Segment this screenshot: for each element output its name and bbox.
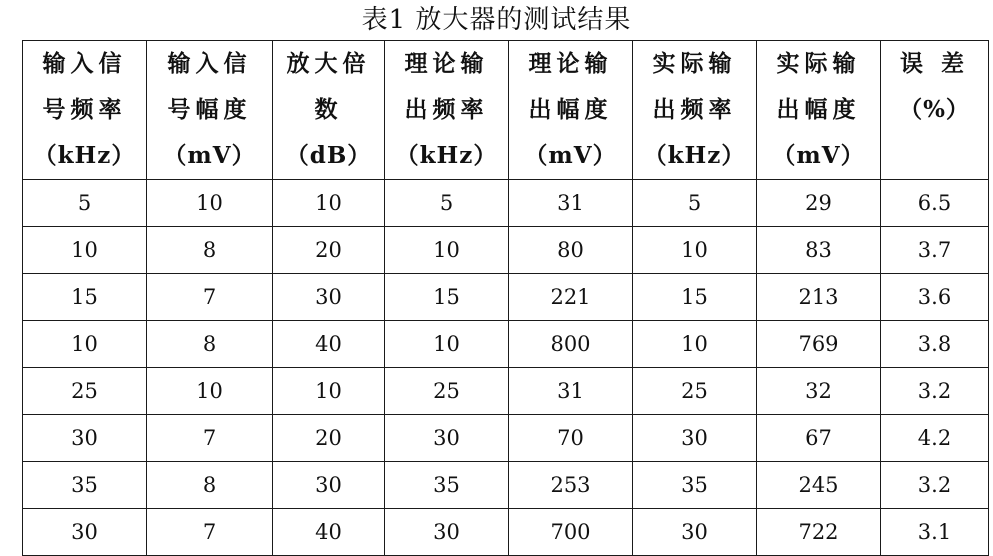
header-line: 出幅度 [528,96,613,123]
cell-error: 3.1 [881,509,989,556]
cell-gain: 10 [273,368,385,415]
header-actual-output-frequency [633,41,757,180]
results-table [22,40,989,556]
cell-theoretical-output-amplitude: 700 [509,509,633,556]
header-line: 数 [314,96,343,123]
cell-error: 3.8 [881,321,989,368]
cell-input-frequency: 30 [23,509,147,556]
table-row [23,368,989,415]
table-row [23,321,989,368]
header-theoretical-output-frequency [385,41,509,180]
header-line: 输入信 [42,50,127,77]
header-input-amplitude [147,41,273,180]
cell-input-amplitude: 8 [147,462,273,509]
header-unit: （kHz） [643,142,746,169]
header-row [23,41,989,180]
cell-gain: 30 [273,462,385,509]
cell-input-frequency: 10 [23,227,147,274]
header-line: 输入信 [167,50,252,77]
cell-error: 3.7 [881,227,989,274]
header-theoretical-output-amplitude [509,41,633,180]
cell-actual-output-frequency: 30 [633,415,757,462]
header-line: 出频率 [652,96,737,123]
cell-input-amplitude: 8 [147,227,273,274]
header-unit: （mV） [163,142,256,169]
cell-theoretical-output-frequency: 25 [385,368,509,415]
cell-theoretical-output-frequency: 35 [385,462,509,509]
cell-actual-output-frequency: 15 [633,274,757,321]
table-row [23,462,989,509]
cell-gain: 20 [273,415,385,462]
cell-actual-output-frequency: 5 [633,180,757,227]
cell-theoretical-output-frequency: 15 [385,274,509,321]
cell-actual-output-frequency: 10 [633,321,757,368]
cell-theoretical-output-amplitude: 31 [509,180,633,227]
cell-actual-output-frequency: 30 [633,509,757,556]
cell-error: 4.2 [881,415,989,462]
cell-theoretical-output-frequency: 30 [385,509,509,556]
header-line: 出频率 [404,96,489,123]
cell-theoretical-output-amplitude: 800 [509,321,633,368]
table-row [23,180,989,227]
header-unit: （%） [899,96,970,123]
header-unit: （kHz） [33,142,136,169]
cell-gain: 40 [273,321,385,368]
cell-actual-output-amplitude: 29 [757,180,881,227]
cell-input-amplitude: 10 [147,368,273,415]
cell-theoretical-output-amplitude: 221 [509,274,633,321]
header-line: 放大倍 [286,50,371,77]
header-unit: （mV） [772,142,865,169]
cell-theoretical-output-amplitude: 253 [509,462,633,509]
cell-theoretical-output-frequency: 30 [385,415,509,462]
cell-error: 3.6 [881,274,989,321]
header-line: 号幅度 [167,96,252,123]
header-unit: （dB） [285,142,372,169]
cell-gain: 40 [273,509,385,556]
header-gain [273,41,385,180]
cell-theoretical-output-frequency: 5 [385,180,509,227]
cell-actual-output-frequency: 35 [633,462,757,509]
header-line: 实际输 [776,50,861,77]
cell-input-amplitude: 7 [147,509,273,556]
cell-input-frequency: 35 [23,462,147,509]
table-row [23,274,989,321]
cell-input-frequency: 25 [23,368,147,415]
cell-gain: 10 [273,180,385,227]
cell-actual-output-frequency: 25 [633,368,757,415]
cell-error: 3.2 [881,462,989,509]
table-row [23,509,989,556]
header-unit: （kHz） [395,142,498,169]
table-row [23,415,989,462]
table-caption: 表1 放大器的测试结果 [361,5,632,35]
cell-input-frequency: 15 [23,274,147,321]
header-unit: （mV） [524,142,617,169]
table-row [23,227,989,274]
cell-error: 6.5 [881,180,989,227]
header-line: 号频率 [42,96,127,123]
cell-actual-output-amplitude: 769 [757,321,881,368]
header-error [881,41,989,180]
cell-gain: 20 [273,227,385,274]
cell-input-amplitude: 10 [147,180,273,227]
cell-input-amplitude: 7 [147,274,273,321]
cell-actual-output-amplitude: 67 [757,415,881,462]
cell-gain: 30 [273,274,385,321]
cell-actual-output-amplitude: 213 [757,274,881,321]
cell-input-amplitude: 8 [147,321,273,368]
header-line: 出幅度 [776,96,861,123]
header-line: 理论输 [528,50,613,77]
table-body [23,180,989,556]
cell-actual-output-amplitude: 245 [757,462,881,509]
cell-actual-output-frequency: 10 [633,227,757,274]
cell-theoretical-output-amplitude: 31 [509,368,633,415]
cell-theoretical-output-frequency: 10 [385,227,509,274]
cell-theoretical-output-frequency: 10 [385,321,509,368]
cell-input-frequency: 30 [23,415,147,462]
cell-theoretical-output-amplitude: 80 [509,227,633,274]
cell-actual-output-amplitude: 83 [757,227,881,274]
header-actual-output-amplitude [757,41,881,180]
cell-input-frequency: 10 [23,321,147,368]
header-input-frequency [23,41,147,180]
table-header [23,41,989,180]
cell-error: 3.2 [881,368,989,415]
header-line: 误 差 [899,50,969,77]
cell-theoretical-output-amplitude: 70 [509,415,633,462]
cell-actual-output-amplitude: 32 [757,368,881,415]
cell-input-frequency: 5 [23,180,147,227]
header-line: 理论输 [404,50,489,77]
header-line: 实际输 [652,50,737,77]
cell-input-amplitude: 7 [147,415,273,462]
cell-actual-output-amplitude: 722 [757,509,881,556]
